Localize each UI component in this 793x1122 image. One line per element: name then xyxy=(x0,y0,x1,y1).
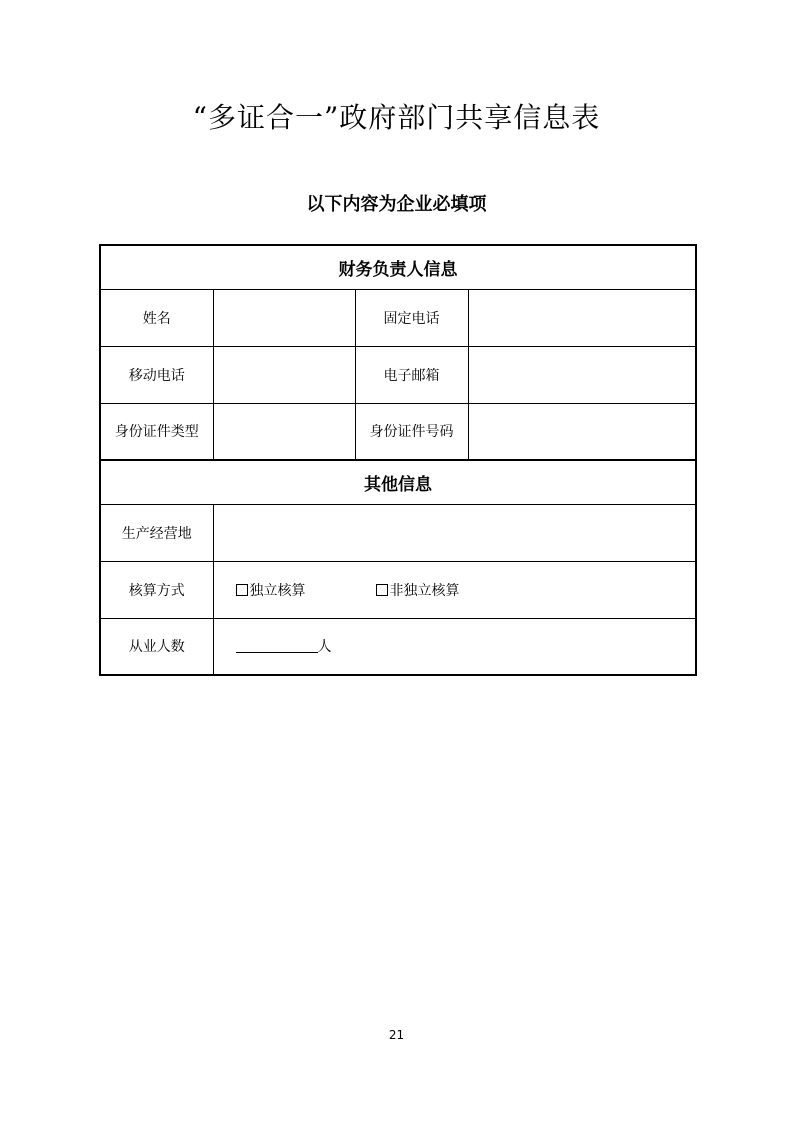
landline-field[interactable] xyxy=(468,289,696,346)
independent-accounting-label: 独立核算 xyxy=(249,582,306,599)
document-title: “多证合一”政府部门共享信息表 xyxy=(192,101,601,134)
address-field[interactable] xyxy=(213,504,696,561)
employees-label: 从业人数 xyxy=(100,618,213,675)
id-type-label: 身份证件类型 xyxy=(100,403,213,460)
non-independent-accounting-option[interactable] xyxy=(376,580,460,600)
table-row xyxy=(100,504,696,561)
table-row xyxy=(100,618,696,675)
email-field[interactable] xyxy=(468,346,696,403)
employees-unit: 人 xyxy=(317,639,332,656)
table-row xyxy=(100,289,696,346)
id-number-label: 身份证件号码 xyxy=(355,403,468,460)
employees-count-field[interactable] xyxy=(236,636,318,653)
address-label: 生产经营地 xyxy=(100,504,213,561)
page-number: 21 xyxy=(388,1028,405,1042)
email-label: 电子邮箱 xyxy=(355,346,468,403)
non-independent-accounting-label: 非独立核算 xyxy=(389,582,460,599)
table-row xyxy=(100,403,696,460)
other-section-heading: 其他信息 xyxy=(100,460,696,504)
other-section-header-row xyxy=(100,460,696,504)
document-subtitle: 以下内容为企业必填项 xyxy=(306,194,487,215)
mobile-label: 移动电话 xyxy=(100,346,213,403)
landline-label: 固定电话 xyxy=(355,289,468,346)
employees-cell xyxy=(213,618,696,675)
id-type-field[interactable] xyxy=(213,403,355,460)
mobile-field[interactable] xyxy=(213,346,355,403)
checkbox-icon[interactable] xyxy=(376,584,388,596)
finance-section-header-row xyxy=(100,245,696,289)
name-label: 姓名 xyxy=(100,289,213,346)
table-row xyxy=(100,346,696,403)
checkbox-icon[interactable] xyxy=(236,584,248,596)
accounting-options xyxy=(213,561,696,618)
table-row xyxy=(100,561,696,618)
name-field[interactable] xyxy=(213,289,355,346)
finance-section-heading: 财务负责人信息 xyxy=(100,245,696,289)
shared-info-form xyxy=(99,244,697,676)
id-number-field[interactable] xyxy=(468,403,696,460)
accounting-label: 核算方式 xyxy=(100,561,213,618)
independent-accounting-option[interactable] xyxy=(236,580,376,600)
